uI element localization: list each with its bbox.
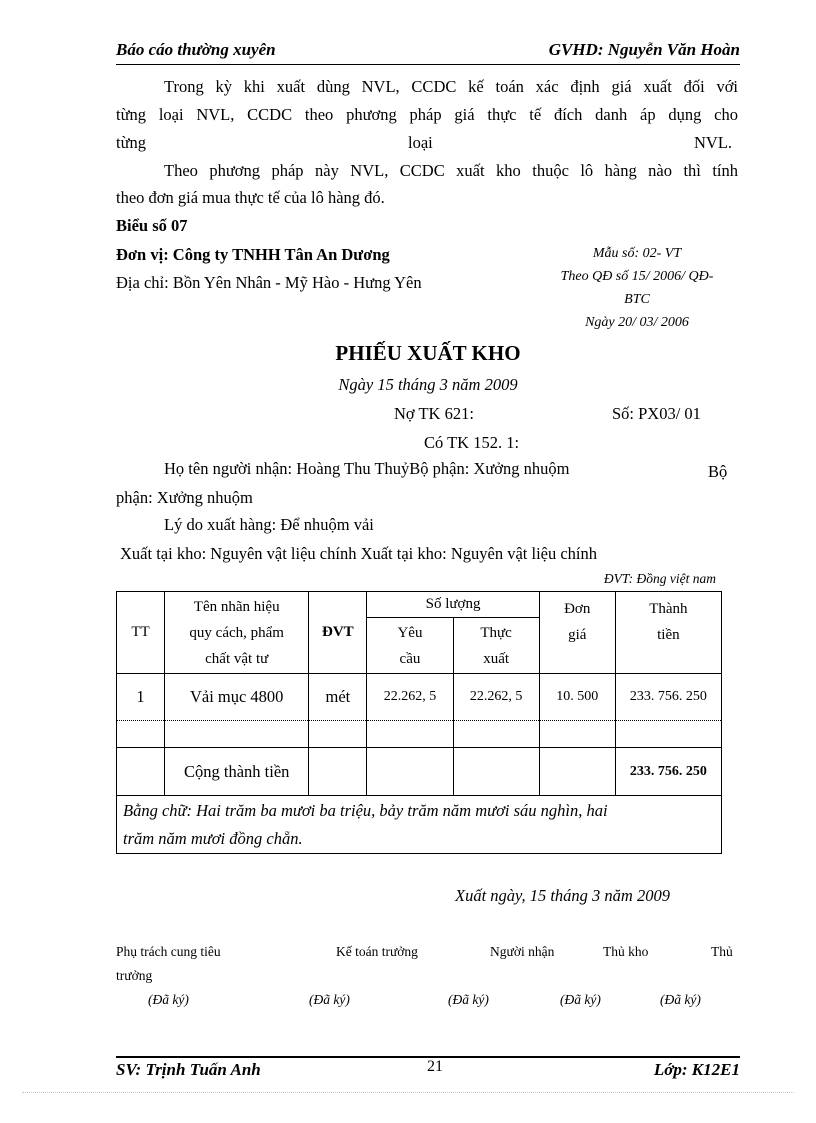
page-bottom-dotted-line xyxy=(22,1092,794,1093)
header-quantity: Số lượng xyxy=(367,592,539,618)
template-line-4: Ngày 20/ 03/ 2006 xyxy=(585,315,689,330)
header-qty-act-2: xuất xyxy=(483,650,510,667)
header-rule xyxy=(116,64,740,65)
amount-in-words-1: Bằng chữ: Hai trăm ba mươi ba triệu, bảy trăm năm mươi sáu nghìn, hai xyxy=(123,800,608,820)
signed-3: (Đã ký) xyxy=(448,992,489,1007)
row-qty-requested: 22.262, 5 xyxy=(367,674,453,721)
row-price: 10. 500 xyxy=(539,674,615,721)
debit-account: Nợ TK 621: xyxy=(394,404,474,423)
signed-5: (Đã ký) xyxy=(660,992,701,1007)
row-unit: mét xyxy=(309,674,367,721)
intro-line-4: Theo phương pháp này NVL, CCDC xuất kho thuộc lô hàng nào thì tính xyxy=(164,161,738,180)
template-line-2: Theo QĐ số 15/ 2006/ QĐ- xyxy=(560,269,714,284)
issue-date: Xuất ngày, 15 tháng 3 năm 2009 xyxy=(455,886,670,905)
header-price-1: Đơn xyxy=(564,601,591,617)
page-number: 21 xyxy=(427,1058,443,1075)
header-item-name-3: chất vật tư xyxy=(205,650,269,667)
role-head: Thủ xyxy=(711,944,733,959)
footer-right: Lớp: K12E1 xyxy=(653,1060,740,1079)
header-qty-requested xyxy=(367,618,453,674)
role-storekeeper: Thủ kho xyxy=(603,944,649,959)
header-qty-act-1: Thực xyxy=(480,624,512,641)
header-price xyxy=(539,592,615,674)
sum-label: Cộng thành tiền xyxy=(165,748,309,796)
receiver-line-2: phận: Xưởng nhuộm xyxy=(116,488,253,507)
slip-number: Số: PX03/ 01 xyxy=(612,404,701,423)
sum-total: 233. 756. 250 xyxy=(615,748,721,796)
header-qty-req-2: cầu xyxy=(399,650,421,667)
row-name: Vải mục 4800 xyxy=(165,674,309,721)
form-title: PHIẾU XUẤT KHO xyxy=(335,341,521,365)
header-item-name xyxy=(165,592,309,674)
signed-4: (Đã ký) xyxy=(560,992,601,1007)
intro-line-2: từng loại NVL, CCDC theo phương pháp giá thực tế đích danh áp dụng cho xyxy=(116,105,738,124)
role-receiver: Người nhận xyxy=(490,944,555,959)
row-tt: 1 xyxy=(117,674,165,721)
intro-line-3a: từng xyxy=(116,133,147,152)
form-unit: Đơn vị: Công ty TNHH Tân An Dương xyxy=(116,245,390,264)
table-row-words xyxy=(117,796,722,854)
role-supply-2: trưởng xyxy=(116,968,153,983)
row-qty-actual: 22.262, 5 xyxy=(453,674,539,721)
signed-2: (Đã ký) xyxy=(309,992,350,1007)
table-row-sum xyxy=(117,748,722,796)
header-item-name-2: quy cách, phẩm xyxy=(189,624,284,641)
voucher-table xyxy=(116,591,722,854)
header-qty-actual xyxy=(453,618,539,674)
header-left: Báo cáo thường xuyên xyxy=(116,40,276,59)
currency-note: ĐVT: Đồng việt nam xyxy=(603,571,716,586)
header-total-2: tiền xyxy=(657,627,680,643)
amount-in-words-2: trăm năm mươi đồng chẵn. xyxy=(123,828,303,848)
header-tt: TT xyxy=(117,592,165,674)
amount-in-words xyxy=(117,796,722,854)
warehouse: Xuất tại kho: Nguyên vật liệu chính Xuất tại kho: Nguyên vật liệu chính xyxy=(120,544,598,563)
template-line-1: Mẫu số: 02- VT xyxy=(592,246,682,261)
intro-line-3c: NVL. xyxy=(694,133,733,152)
header-total-1: Thành xyxy=(649,601,688,617)
receiver-bo: Bộ xyxy=(708,462,728,481)
template-line-3: BTC xyxy=(624,292,650,307)
header-total xyxy=(615,592,721,674)
form-address: Địa chỉ: Bồn Yên Nhân - Mỹ Hào - Hưng Yên xyxy=(116,273,422,292)
signed-1: (Đã ký) xyxy=(148,992,189,1007)
form-label: Biểu số 07 xyxy=(116,216,188,235)
row-total: 233. 756. 250 xyxy=(615,674,721,721)
header-price-2: giá xyxy=(568,627,587,643)
header-unit: ĐVT xyxy=(309,592,367,674)
form-date: Ngày 15 tháng 3 năm 2009 xyxy=(338,375,518,394)
header-item-name-1: Tên nhãn hiệu xyxy=(193,598,280,615)
intro-line-3b: loại xyxy=(408,133,433,152)
reason: Lý do xuất hàng: Để nhuộm vải xyxy=(164,515,374,534)
header-right: GVHD: Nguyễn Văn Hoàn xyxy=(548,40,740,59)
footer-left: SV: Trịnh Tuấn Anh xyxy=(116,1060,261,1079)
table-row-empty xyxy=(117,721,722,748)
role-chief-accountant: Kế toán trưởng xyxy=(336,944,418,959)
header-qty-req-1: Yêu xyxy=(397,624,423,641)
credit-account: Có TK 152. 1: xyxy=(424,433,520,452)
table-row xyxy=(117,674,722,721)
intro-line-5: theo đơn giá mua thực tế của lô hàng đó. xyxy=(116,188,385,207)
role-supply: Phụ trách cung tiêu xyxy=(116,944,221,959)
receiver-line-1: Họ tên người nhận: Hoàng Thu ThuỷBộ phận: Xưởng nhuộm xyxy=(164,459,570,478)
intro-line-1: Trong kỳ khi xuất dùng NVL, CCDC kế toán xác định giá xuất đối với xyxy=(164,77,738,96)
